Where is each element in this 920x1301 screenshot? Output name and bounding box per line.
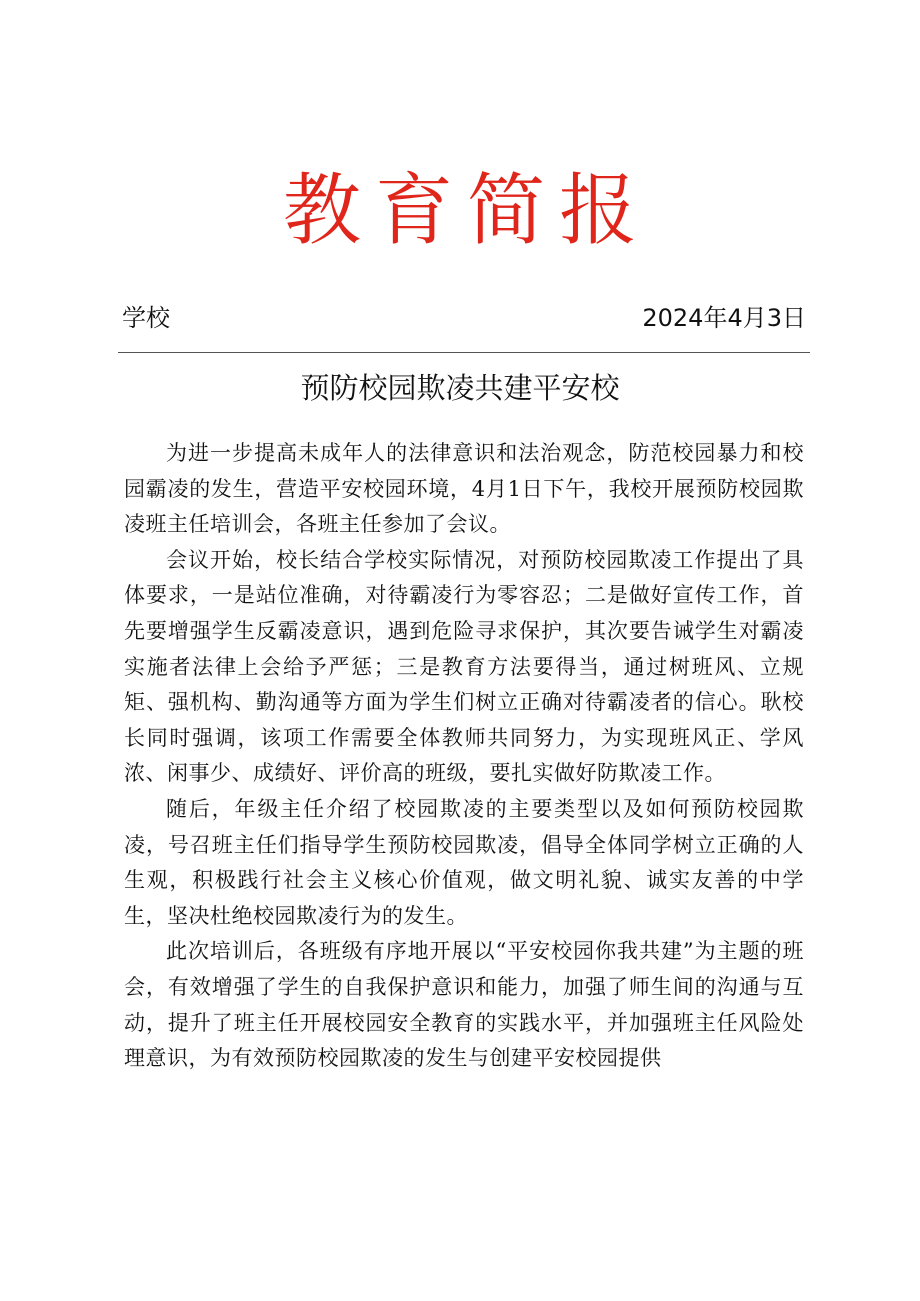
- masthead-title: 教育简报: [282, 166, 651, 256]
- article-title: 预防校园欺凌共建平安校: [300, 371, 620, 405]
- meta-row: [122, 300, 806, 336]
- header-divider: [118, 352, 810, 353]
- school-name: 学校: [122, 304, 170, 332]
- article-paragraph: 为进一步提高未成年人的法律意识和法治观念，防范校园暴力和校园霸凌的发生，营造平安校园环境，4月1日下午，我校开展预防校园欺凌班主任培训会，各班主任参加了会议。: [124, 441, 804, 537]
- issue-date: 2024年4月3日: [642, 304, 806, 332]
- article-paragraph: 会议开始，校长结合学校实际情况，对预防校园欺凌工作提出了具体要求，一是站位准确，对待霸凌行为零容忍；二是做好宣传工作，首先要增强学生反霸凌意识，遇到危险寻求保护，其次要告诫学生对霸凌实施者法律上会给予严惩；三是教育方法要得当，通过树班风、立规矩、强机构、勤沟通等方面为学生们树立正确对待霸凌者的信心。耿校长同时强调，该项工作需要全体教师共同努力，为实现班风正、学风浓、闲事少、成绩好、评价高的班级，要扎实做好防欺凌工作。: [124, 547, 804, 786]
- article-paragraph: 随后，年级主任介绍了校园欺凌的主要类型以及如何预防校园欺凌，号召班主任们指导学生预防校园欺凌，倡导全体同学树立正确的人生观，积极践行社会主义核心价值观，做文明礼貌、诚实友善的中学生，坚决杜绝校园欺凌行为的发生。: [124, 796, 804, 928]
- article-body: [124, 436, 804, 1077]
- article-paragraph: 此次培训后，各班级有序地开展以“平安校园你我共建”为主题的班会，有效增强了学生的自我保护意识和能力，加强了师生间的沟通与互动，提升了班主任开展校园安全教育的实践水平，并加强班主任风险处理意识，为有效预防校园欺凌的发生与创建平安校园提供: [124, 939, 804, 1071]
